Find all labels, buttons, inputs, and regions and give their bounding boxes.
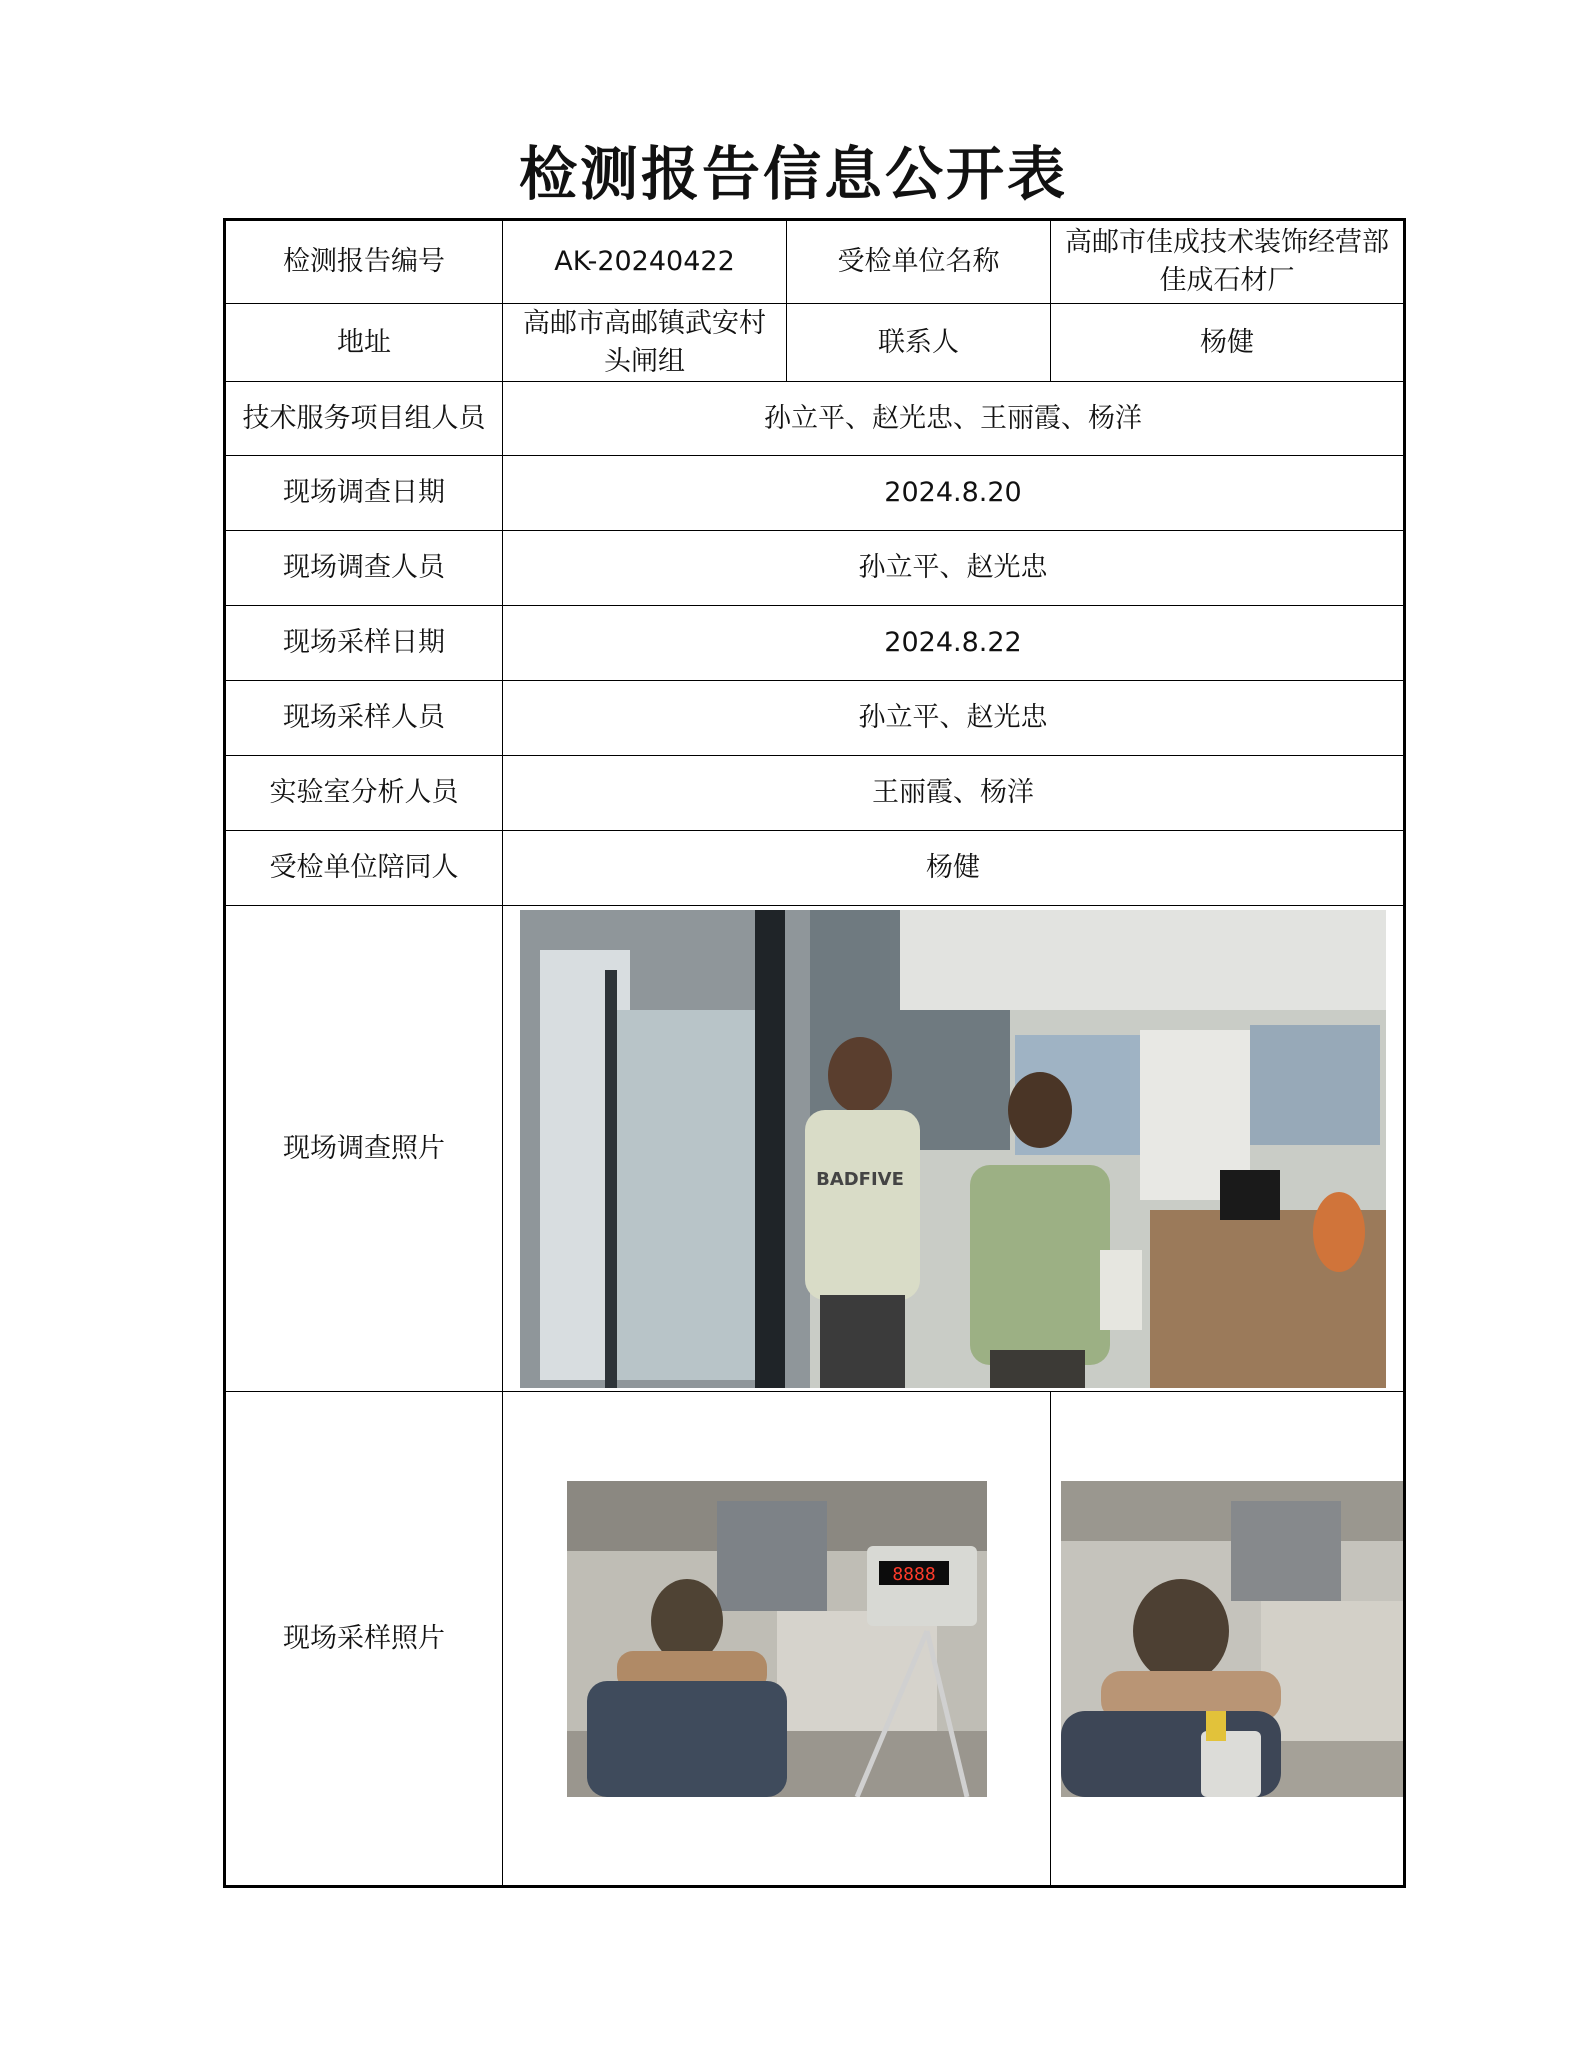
- table-row: [225, 756, 1405, 831]
- address-label: 地址: [225, 304, 503, 382]
- table-row: [225, 382, 1405, 456]
- unit-name-label: 受检单位名称: [787, 220, 1051, 304]
- sampling-staff-value: 孙立平、赵光忠: [503, 681, 1405, 756]
- report-table: [223, 218, 1406, 1888]
- table-row: [225, 1392, 1405, 1887]
- sampling-date-label: 现场采样日期: [225, 606, 503, 681]
- contact-label: 联系人: [787, 304, 1051, 382]
- page-title: 检测报告信息公开表: [518, 140, 1068, 208]
- survey-date-value: 2024.8.20: [503, 456, 1405, 531]
- team-value: 孙立平、赵光忠、王丽霞、杨洋: [503, 382, 1405, 456]
- survey-date-label: 现场调查日期: [225, 456, 503, 531]
- lab-staff-label: 实验室分析人员: [225, 756, 503, 831]
- team-label: 技术服务项目组人员: [225, 382, 503, 456]
- table-row: [225, 681, 1405, 756]
- survey-staff-value: 孙立平、赵光忠: [503, 531, 1405, 606]
- survey-photo-label: 现场调查照片: [225, 906, 503, 1392]
- sampling-photo-right: [1061, 1481, 1405, 1797]
- escort-label: 受检单位陪同人: [225, 831, 503, 906]
- shirt-print: BADFIVE: [816, 1168, 904, 1190]
- survey-photo: [520, 910, 1386, 1388]
- table-row: [225, 456, 1405, 531]
- table-row: [225, 831, 1405, 906]
- address-value: 高邮市高邮镇武安村头闸组: [503, 304, 787, 382]
- meter-display: 8888: [891, 1563, 936, 1585]
- table-row: [225, 304, 1405, 382]
- table-row: [225, 531, 1405, 606]
- table-row: [225, 220, 1405, 304]
- survey-staff-label: 现场调查人员: [225, 531, 503, 606]
- unit-name-value: 高邮市佳成技术装饰经营部佳成石材厂: [1051, 220, 1405, 304]
- table-row: [225, 906, 1405, 1392]
- table-row: [225, 606, 1405, 681]
- report-no-value: AK-20240422: [503, 220, 787, 304]
- escort-value: 杨健: [503, 831, 1405, 906]
- lab-staff-value: 王丽霞、杨洋: [503, 756, 1405, 831]
- contact-value: 杨健: [1051, 304, 1405, 382]
- report-no-label: 检测报告编号: [225, 220, 503, 304]
- sampling-photo-left: [567, 1481, 987, 1797]
- sampling-staff-label: 现场采样人员: [225, 681, 503, 756]
- sampling-photo-label: 现场采样照片: [225, 1392, 503, 1887]
- sampling-date-value: 2024.8.22: [503, 606, 1405, 681]
